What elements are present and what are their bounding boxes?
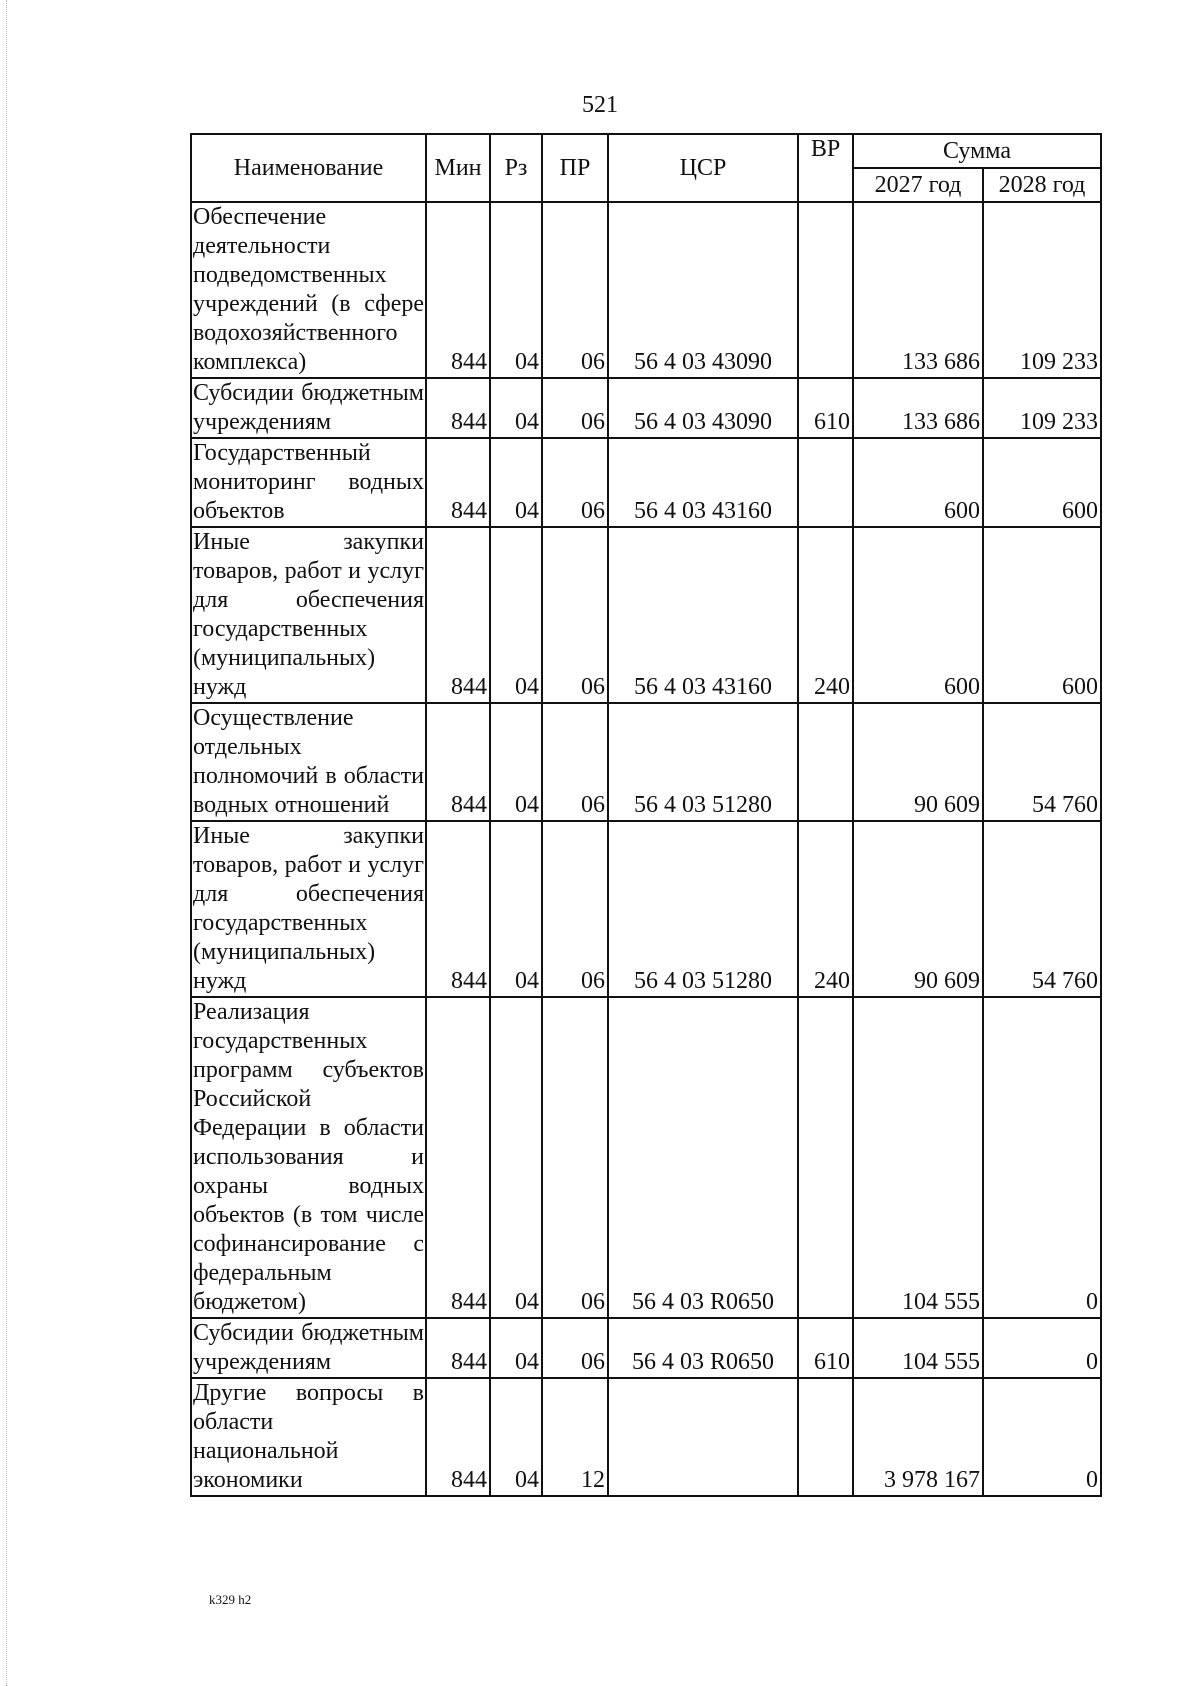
row-rz: 04 bbox=[490, 1378, 542, 1496]
row-min: 844 bbox=[426, 202, 490, 378]
table-row bbox=[191, 438, 1101, 527]
row-csr: 56 4 03 43090 bbox=[608, 202, 798, 378]
row-pr: 06 bbox=[542, 1318, 608, 1378]
table-row bbox=[191, 378, 1101, 438]
row-pr: 06 bbox=[542, 821, 608, 997]
row-csr: 56 4 03 R0650 bbox=[608, 1318, 798, 1378]
row-pr: 06 bbox=[542, 438, 608, 527]
row-csr: 56 4 03 43160 bbox=[608, 527, 798, 703]
table-row bbox=[191, 1318, 1101, 1378]
row-csr: 56 4 03 51280 bbox=[608, 821, 798, 997]
row-vr: 240 bbox=[798, 821, 853, 997]
row-pr: 06 bbox=[542, 997, 608, 1318]
row-min: 844 bbox=[426, 527, 490, 703]
row-name: Субсидии бюджетным учреждениям bbox=[191, 378, 426, 438]
row-csr: 56 4 03 43090 bbox=[608, 378, 798, 438]
header-name: Наименование bbox=[191, 134, 426, 202]
row-sum-2028: 109 233 bbox=[983, 378, 1101, 438]
row-min: 844 bbox=[426, 378, 490, 438]
row-sum-2028: 600 bbox=[983, 438, 1101, 527]
row-min: 844 bbox=[426, 703, 490, 821]
row-rz: 04 bbox=[490, 1318, 542, 1378]
row-name: Государственный мониторинг водных объектов bbox=[191, 438, 426, 527]
table-row bbox=[191, 703, 1101, 821]
header-rz: Рз bbox=[490, 134, 542, 202]
header-2028: 2028 год bbox=[983, 168, 1101, 202]
row-sum-2028: 109 233 bbox=[983, 202, 1101, 378]
header-csr: ЦСР bbox=[608, 134, 798, 202]
row-name: Другие вопросы в области национальной экономики bbox=[191, 1378, 426, 1496]
table-row bbox=[191, 997, 1101, 1318]
row-rz: 04 bbox=[490, 527, 542, 703]
header-vr: ВР bbox=[798, 134, 853, 202]
row-vr: 240 bbox=[798, 527, 853, 703]
row-sum-2027: 133 686 bbox=[853, 378, 983, 438]
row-min: 844 bbox=[426, 821, 490, 997]
row-name: Реализация государственных программ субъектов Российской Федерации в области использования и охраны водных объектов (в том числе софинансирование с федеральным бюджетом) bbox=[191, 997, 426, 1318]
footer-document-code: k329 h2 bbox=[209, 1592, 252, 1607]
row-name: Иные закупки товаров, работ и услуг для обеспечения государственных (муниципальных) нужд bbox=[191, 821, 426, 997]
budget-table bbox=[190, 133, 1102, 1497]
row-sum-2027: 104 555 bbox=[853, 997, 983, 1318]
row-vr: 610 bbox=[798, 1318, 853, 1378]
row-csr bbox=[608, 1378, 798, 1496]
row-pr: 06 bbox=[542, 202, 608, 378]
row-pr: 06 bbox=[542, 703, 608, 821]
row-csr: 56 4 03 51280 bbox=[608, 703, 798, 821]
row-name: Субсидии бюджетным учреждениям bbox=[191, 1318, 426, 1378]
row-sum-2028: 600 bbox=[983, 527, 1101, 703]
table-row bbox=[191, 821, 1101, 997]
row-min: 844 bbox=[426, 438, 490, 527]
header-2027: 2027 год bbox=[853, 168, 983, 202]
table-row bbox=[191, 1378, 1101, 1496]
row-sum-2028: 54 760 bbox=[983, 821, 1101, 997]
row-sum-2028: 0 bbox=[983, 997, 1101, 1318]
row-rz: 04 bbox=[490, 202, 542, 378]
row-vr: 610 bbox=[798, 378, 853, 438]
header-pr: ПР bbox=[542, 134, 608, 202]
row-min: 844 bbox=[426, 1318, 490, 1378]
row-rz: 04 bbox=[490, 997, 542, 1318]
row-vr bbox=[798, 703, 853, 821]
row-sum-2027: 104 555 bbox=[853, 1318, 983, 1378]
row-min: 844 bbox=[426, 1378, 490, 1496]
row-rz: 04 bbox=[490, 438, 542, 527]
table-row bbox=[191, 202, 1101, 378]
table-row bbox=[191, 527, 1101, 703]
row-csr: 56 4 03 43160 bbox=[608, 438, 798, 527]
header-min: Мин bbox=[426, 134, 490, 202]
row-name: Осуществление отдельных полномочий в области водных отношений bbox=[191, 703, 426, 821]
row-csr: 56 4 03 R0650 bbox=[608, 997, 798, 1318]
row-name: Иные закупки товаров, работ и услуг для обеспечения государственных (муниципальных) нужд bbox=[191, 527, 426, 703]
row-min: 844 bbox=[426, 997, 490, 1318]
row-name: Обеспечение деятельности подведомственных учреждений (в сфере водохозяйственного комплекса) bbox=[191, 202, 426, 378]
row-pr: 12 bbox=[542, 1378, 608, 1496]
row-rz: 04 bbox=[490, 821, 542, 997]
scan-margin-line bbox=[6, 0, 7, 1686]
row-sum-2027: 600 bbox=[853, 527, 983, 703]
row-rz: 04 bbox=[490, 378, 542, 438]
row-sum-2027: 90 609 bbox=[853, 703, 983, 821]
row-vr bbox=[798, 438, 853, 527]
header-sum: Сумма bbox=[853, 134, 1101, 168]
page-number: 521 bbox=[582, 92, 618, 118]
row-pr: 06 bbox=[542, 527, 608, 703]
row-sum-2028: 0 bbox=[983, 1378, 1101, 1496]
row-vr bbox=[798, 997, 853, 1318]
row-sum-2027: 600 bbox=[853, 438, 983, 527]
row-pr: 06 bbox=[542, 378, 608, 438]
row-rz: 04 bbox=[490, 703, 542, 821]
row-sum-2027: 90 609 bbox=[853, 821, 983, 997]
row-vr bbox=[798, 202, 853, 378]
row-sum-2028: 54 760 bbox=[983, 703, 1101, 821]
row-sum-2027: 133 686 bbox=[853, 202, 983, 378]
row-vr bbox=[798, 1378, 853, 1496]
row-sum-2028: 0 bbox=[983, 1318, 1101, 1378]
row-sum-2027: 3 978 167 bbox=[853, 1378, 983, 1496]
